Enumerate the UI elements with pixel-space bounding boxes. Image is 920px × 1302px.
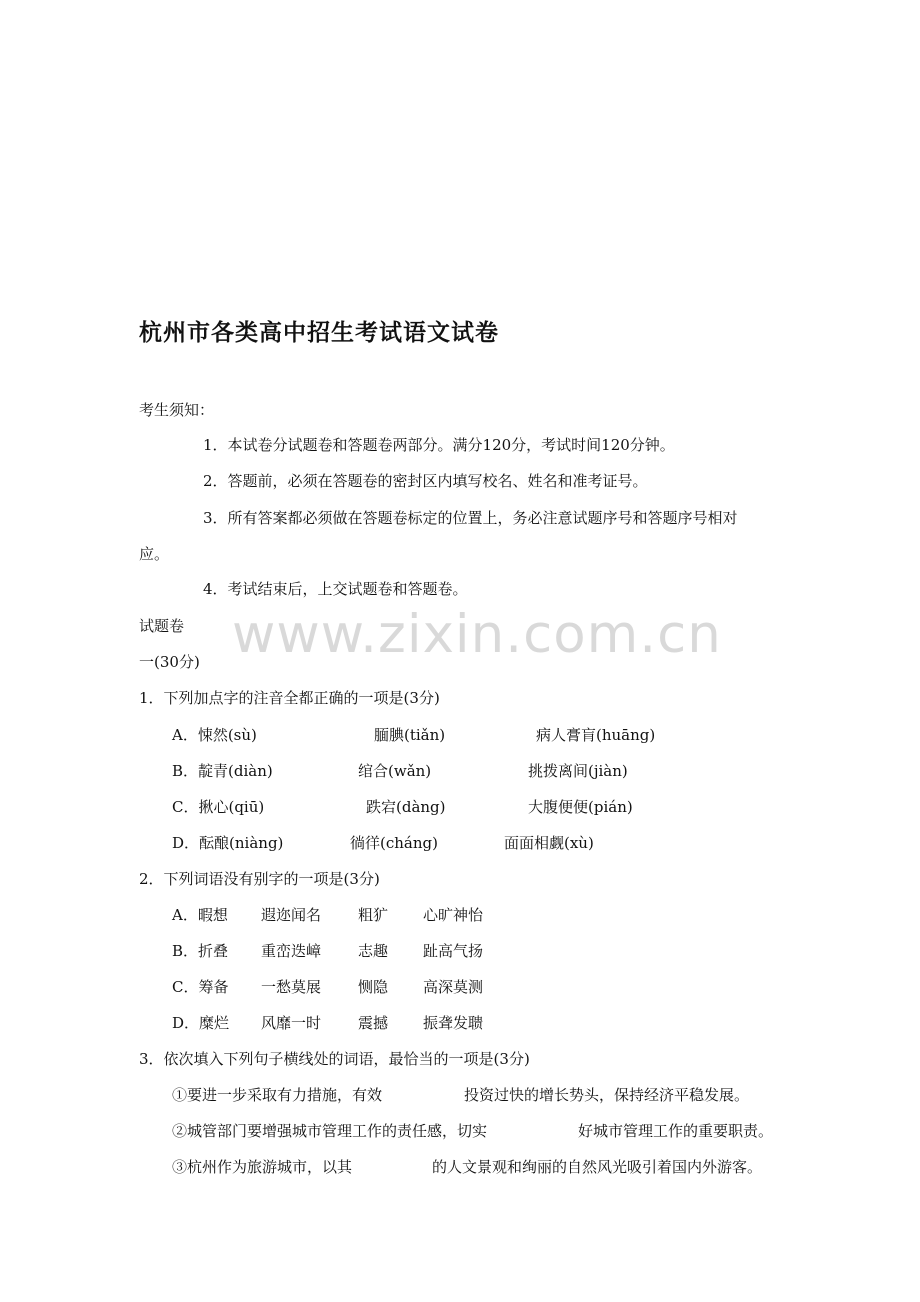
option-choice: 风靡一时 — [261, 1014, 322, 1032]
sentence-before-blank: ②城管部门要增强城市管理工作的责任感，切实 — [172, 1122, 488, 1140]
option-choice: 挑拨离间(jiàn) — [528, 762, 628, 780]
notice-heading: 考生须知： — [139, 401, 215, 419]
watermark: www.zixin.com.cn — [232, 604, 722, 665]
option-choice: 高深莫测 — [423, 978, 484, 996]
option-choice: D．糜烂 — [172, 1014, 230, 1032]
sentence-before-blank: ①要进一步采取有力措施，有效 — [172, 1086, 383, 1104]
question-stem: 3．依次填入下列句子横线处的词语，最恰当的一项是(3分) — [139, 1050, 530, 1068]
option-choice: B．靛青(diàn) — [172, 762, 273, 780]
sentence-after-blank: 的人文景观和绚丽的自然风光吸引着国内外游客。 — [432, 1158, 763, 1176]
paper-label: 试题卷 — [139, 617, 185, 635]
option-choice: C．筹备 — [172, 978, 229, 996]
notice-item: 3．所有答案都必须做在答题卷标定的位置上，务必注意试题序号和答题序号相对 — [203, 509, 738, 527]
sentence-before-blank: ③杭州作为旅游城市，以其 — [172, 1158, 353, 1176]
option-choice: 趾高气扬 — [423, 942, 484, 960]
option-choice: 大腹便便(pián) — [528, 798, 633, 816]
option-choice: 心旷神怡 — [423, 906, 484, 924]
option-choice: A．暇想 — [172, 906, 228, 924]
option-choice: C．揪心(qiū) — [172, 798, 265, 816]
question-stem: 1．下列加点字的注音全都正确的一项是(3分) — [139, 689, 440, 707]
option-choice: 震撼 — [358, 1014, 389, 1032]
option-choice: B．折叠 — [172, 942, 229, 960]
option-choice: 腼腆(tiǎn) — [374, 726, 446, 744]
option-choice: 绾合(wǎn) — [358, 762, 432, 780]
option-choice: 跌宕(dàng) — [366, 798, 446, 816]
option-choice: 面面相觑(xù) — [504, 834, 594, 852]
notice-item-continued: 应。 — [139, 545, 170, 563]
section-heading: 一(30分) — [139, 653, 200, 671]
question-stem: 2．下列词语没有别字的一项是(3分) — [139, 870, 380, 888]
notice-item: 2．答题前，必须在答题卷的密封区内填写校名、姓名和准考证号。 — [203, 472, 648, 490]
option-choice: 粗犷 — [358, 906, 389, 924]
option-choice: D．酝酿(niàng) — [172, 834, 284, 852]
option-choice: 重峦迭嶂 — [261, 942, 322, 960]
notice-item: 1．本试卷分试题卷和答题卷两部分。满分120分，考试时间120分钟。 — [203, 436, 675, 454]
option-choice: A．悚然(sù) — [172, 726, 257, 744]
option-choice: 病人膏肓(huāng) — [536, 726, 656, 744]
option-choice: 遐迩闻名 — [261, 906, 322, 924]
option-choice: 徜徉(cháng) — [350, 834, 438, 852]
sentence-after-blank: 好城市管理工作的重要职责。 — [578, 1122, 774, 1140]
notice-item: 4．考试结束后，上交试题卷和答题卷。 — [203, 580, 468, 598]
option-choice: 志趣 — [358, 942, 389, 960]
option-choice: 一愁莫展 — [261, 978, 322, 996]
page-title: 杭州市各类高中招生考试语文试卷 — [139, 319, 499, 346]
option-choice: 振聋发聩 — [423, 1014, 484, 1032]
sentence-after-blank: 投资过快的增长势头，保持经济平稳发展。 — [464, 1086, 750, 1104]
option-choice: 恻隐 — [358, 978, 389, 996]
